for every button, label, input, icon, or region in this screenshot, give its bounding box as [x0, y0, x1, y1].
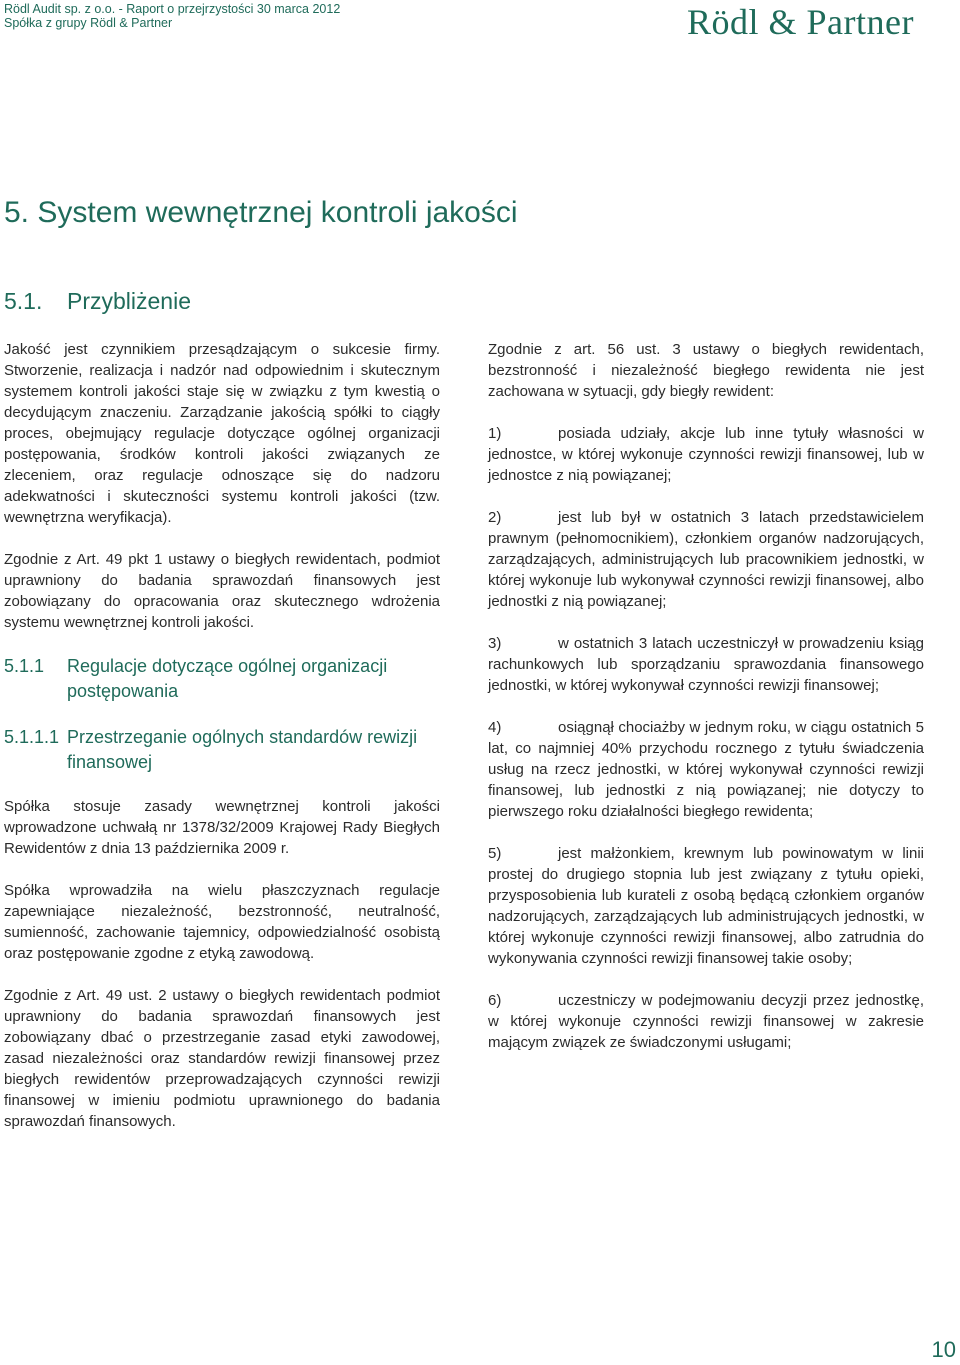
list-number: 3) [488, 635, 502, 652]
paragraph-regulations: Spółka wprowadziła na wielu płaszczyznach regulacje zapewniające niezależność, bezstronność, neutralność, sumienność, zachowanie tajemnicy, odpowiedzialność osobistą oraz postępowanie zgodne z etyką zawodową. [4, 882, 440, 962]
subsection-number: 5.1. [4, 288, 43, 314]
heading-number: 5.1.1.1 [4, 727, 60, 747]
paragraph-intro: Jakość jest czynnikiem przesądzającym o sukcesie firmy. Stworzenie, realizacja i nadzór nad odpowiednim i skutecznym systemem kontroli jakości staje się w związku z tym kwestią o decydującym znaczeniu. Zarządzanie jakością spółki to ciągły proces, obejmujący regulacje dotyczące ogólnej organizacji postępowania, środków kontroli jakości związanych ze zleceniem, oraz regulacje odnoszące się do nadzoru adekwatności i skuteczności systemu kontroli jakości (tzw. wewnętrzna weryfikacja). [4, 341, 440, 526]
list-item [488, 843, 924, 969]
list-text: jest małżonkiem, krewnym lub powinowatym w linii prostej do drugiego stopnia lub jest związany z tytułu opieki, przysposobienia lub kurateli z osobą będącą członkiem organów nadzorujących, zarządzających lub administrujących jednostki, w której wykonuje czynności rewizji finansowej, albo zatrudnia do wykonywania czynności rewizji finansowej takie osoby; [488, 845, 924, 967]
list-number: 6) [488, 992, 502, 1009]
list-number: 2) [488, 509, 502, 526]
paragraph-resolution: Spółka stosuje zasady wewnętrznej kontroli jakości wprowadzone uchwałą nr 1378/32/2009 Krajowej Rady Biegłych Rewidentów z dnia 13 października 2009 r. [4, 798, 440, 857]
heading-5-1-1 [4, 654, 440, 704]
left-column [4, 339, 440, 1153]
list-item [488, 717, 924, 822]
list-text: w ostatnich 3 latach uczestniczył w prowadzeniu ksiąg rachunkowych lub sporządzaniu sprawozdania finansowego jednostki, w której wykonywał czynności rewizji finansowej; [488, 635, 924, 694]
list-item [488, 990, 924, 1053]
running-header [4, 2, 340, 30]
heading-5-1-1-1 [4, 725, 440, 775]
section-title: 5. System wewnętrznej kontroli jakości [4, 196, 518, 229]
page-number: 10 [931, 1337, 956, 1362]
list-item [488, 633, 924, 696]
list-item [488, 423, 924, 486]
brand-logo: Rödl & Partner [687, 2, 914, 42]
list-item [488, 507, 924, 612]
paragraph-art49: Zgodnie z Art. 49 pkt 1 ustawy o biegłych rewidentach, podmiot uprawniony do badania sprawozdań finansowych jest zobowiązany do opracowania oraz skutecznego wdrożenia systemu wewnętrznej kontroli jakości. [4, 551, 440, 631]
heading-number: 5.1.1 [4, 656, 45, 676]
heading-text: Regulacje dotyczące ogólnej organizacji postępowania [67, 656, 388, 701]
paragraph-art56: Zgodnie z art. 56 ust. 3 ustawy o biegłych rewidentach, bezstronność i niezależność biegłego rewidenta nie jest zachowana w sytuacji, gdy biegły rewident: [488, 341, 924, 400]
subsection-heading [4, 286, 191, 316]
list-number: 4) [488, 719, 502, 736]
header-group: Spółka z grupy Rödl & Partner [4, 16, 173, 30]
list-number: 1) [488, 425, 502, 442]
subsection-title: Przybliżenie [67, 288, 191, 314]
list-text: posiada udziały, akcje lub inne tytuły własności w jednostce, w której wykonuje czynności rewizji finansowej, lub w jednostce z nią powiązanej; [488, 425, 924, 484]
paragraph-art49-ust2: Zgodnie z Art. 49 ust. 2 ustawy o biegłych rewidentach podmiot uprawniony do badania sprawozdań finansowych jest zobowiązany dbać o przestrzeganie zasad etyki zawodowej, zasad niezależności oraz standardów rewizji finansowej przez biegłych rewidentów przeprowadzających czynności rewizji finansowej w imieniu podmiotu uprawnionego do badania sprawozdań finansowych. [4, 987, 440, 1130]
list-text: osiągnął chociażby w jednym roku, w ciągu ostatnich 5 lat, co najmniej 40% przychodu rocznego z tytułu świadczenia usług na rzecz jednostki, w której wykonywał czynności rewizji finansowej, lub jednostki z nią powiązanej; nie dotyczy to pierwszego roku działalności biegłego rewidenta; [488, 719, 924, 820]
right-column [488, 339, 924, 1074]
header-company: Rödl Audit sp. z o.o. - Raport o przejrzystości 30 marca 2012 [4, 2, 341, 16]
list-number: 5) [488, 845, 502, 862]
list-text: jest lub był w ostatnich 3 latach przedstawicielem prawnym (pełnomocnikiem), członkiem organów nadzorujących, zarządzających, administrujących lub pracownikiem jednostki, w której wykonuje lub wykonywał czynności rewizji finansowej, albo jednostki z nią powiązanej; [488, 509, 924, 610]
heading-text: Przestrzeganie ogólnych standardów rewizji finansowej [67, 727, 418, 772]
list-text: uczestniczy w podejmowaniu decyzji przez jednostkę, w której wykonuje czynności rewizji finansowej w zakresie mającym związek ze świadczonymi usługami; [488, 992, 924, 1051]
